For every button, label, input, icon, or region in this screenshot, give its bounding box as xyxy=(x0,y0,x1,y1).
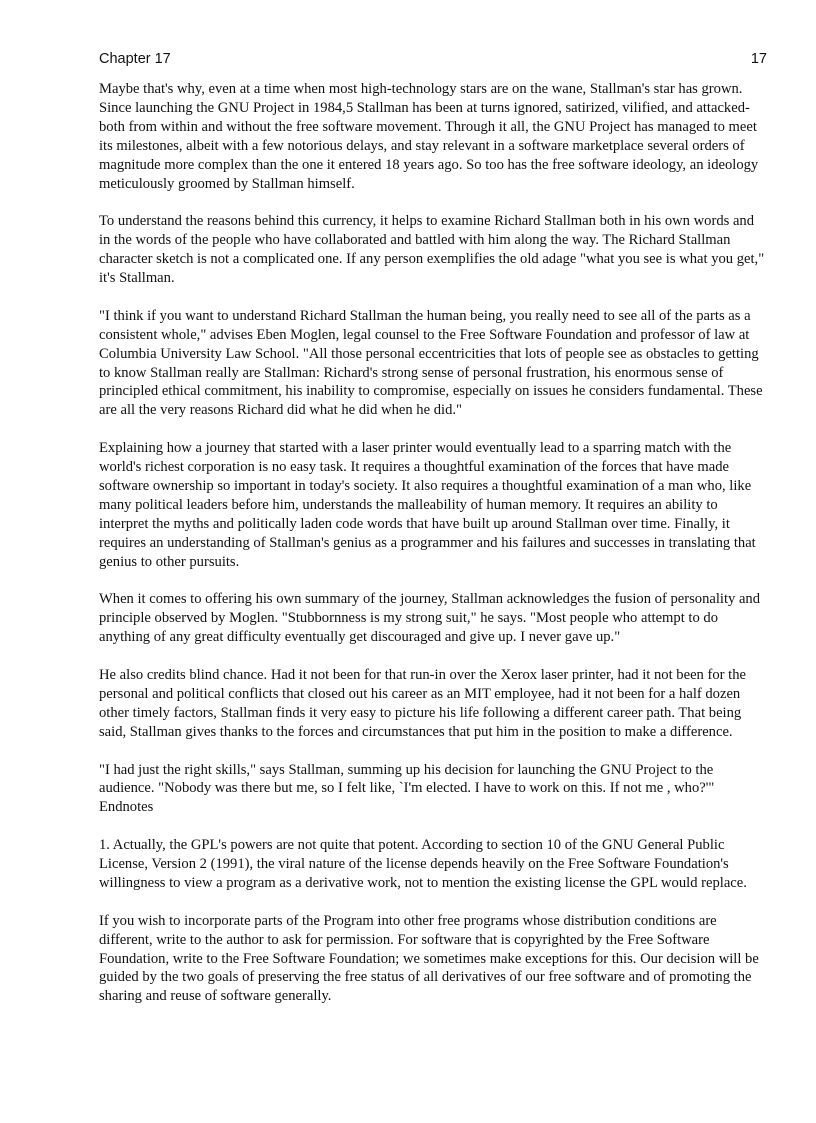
chapter-title: Chapter 17 xyxy=(99,51,171,67)
paragraph: Maybe that's why, even at a time when most high-technology stars are on the wane, Stallman's star has grown. Since launching the GNU Project in 1984,5 Stallman has been at turns ignored, satirized, vilified, and attacked-both from within and without the free software movement. Through it all, the GNU Project has managed to meet its milestones, albeit with a few notorious delays, and stay relevant in a software marketplace several orders of magnitude more complex than the one it entered 18 years ago. So too has the free software ideology, an ideology meticulously groomed by Stallman himself. xyxy=(99,81,759,192)
paragraph: He also credits blind chance. Had it not been for that run-in over the Xerox laser printer, had it not been for the personal and political conflicts that closed out his career as an MIT employee, had it not been for a half dozen other timely factors, Stallman finds it very easy to picture his life following a different career path. That being said, Stallman gives thanks to the forces and circumstances that put him in the position to make a difference. xyxy=(99,667,746,740)
paragraph: "I think if you want to understand Richard Stallman the human being, you really need to see all of the parts as a consistent whole," advises Eben Moglen, legal counsel to the Free Software Foundation and professor of law at Columbia University Law School. "All those personal eccentricities that lots of people see as obstacles to getting to know Stallman really are Stallman: Richard's strong sense of personal frustration, his enormous sense of principled ethical commitment, his inability to compromise, especially on issues he considers fundamental. These are all the very reasons Richard did what he did when he did." xyxy=(99,307,763,419)
paragraph: "I had just the right skills," says Stallman, summing up his decision for launching the GNU Project to the audience. "Nobody was there but me, so I felt like, `I'm elected. I have to work on this. If not me , who?'" Endnotes xyxy=(99,761,715,816)
paragraph: When it comes to offering his own summary of the journey, Stallman acknowledges the fusion of personality and principle observed by Moglen. "Stubbornness is my strong suit," he says. "Most people who attempt to do anything of any great difficulty eventually get discouraged and give up. I never gave up." xyxy=(99,591,761,646)
endnote-paragraph: 1. Actually, the GPL's powers are not quite that potent. According to section 10 of the GNU General Public License, Version 2 (1991), the viral nature of the license depends heavily on the Free Software Foundation's willingness to view a program as a derivative work, not to mention the existing license the GPL would replace. xyxy=(99,837,747,891)
paragraph: To understand the reasons behind this currency, it helps to examine Richard Stallman both in his own words and in the words of the people who have collaborated and battled with him along the way. The Richard Stallman character sketch is not a complicated one. If any person exemplifies the old adage "what you see is what you get," it's Stallman. xyxy=(99,213,765,287)
paragraph: Explaining how a journey that started with a laser printer would eventually lead to a sparring match with the world's richest corporation is no easy task. It requires a thoughtful examination of the forces that have made software ownership so important in today's society. It also requires a thoughtful examination of a man who, like many political leaders before him, understands the malleability of human memory. It requires an ability to interpret the myths and politically laden code words that have built up around Stallman over time. Finally, it requires an understanding of Stallman's genius as a programmer and his failures and successes in translating that genius to other pursuits. xyxy=(99,440,756,570)
page-header xyxy=(99,51,767,73)
page-number: 17 xyxy=(750,51,767,67)
endnote-paragraph: If you wish to incorporate parts of the Program into other free programs whose distribution conditions are different, write to the author to ask for permission. For software that is copyrighted by the Free Software Foundation, write to the Free Software Foundation; we sometimes make exceptions for this. Our decision will be guided by the two goals of preserving the free status of all derivatives of our free software and of promoting the sharing and reuse of software generally. xyxy=(99,912,759,1005)
body-text xyxy=(99,80,767,1025)
